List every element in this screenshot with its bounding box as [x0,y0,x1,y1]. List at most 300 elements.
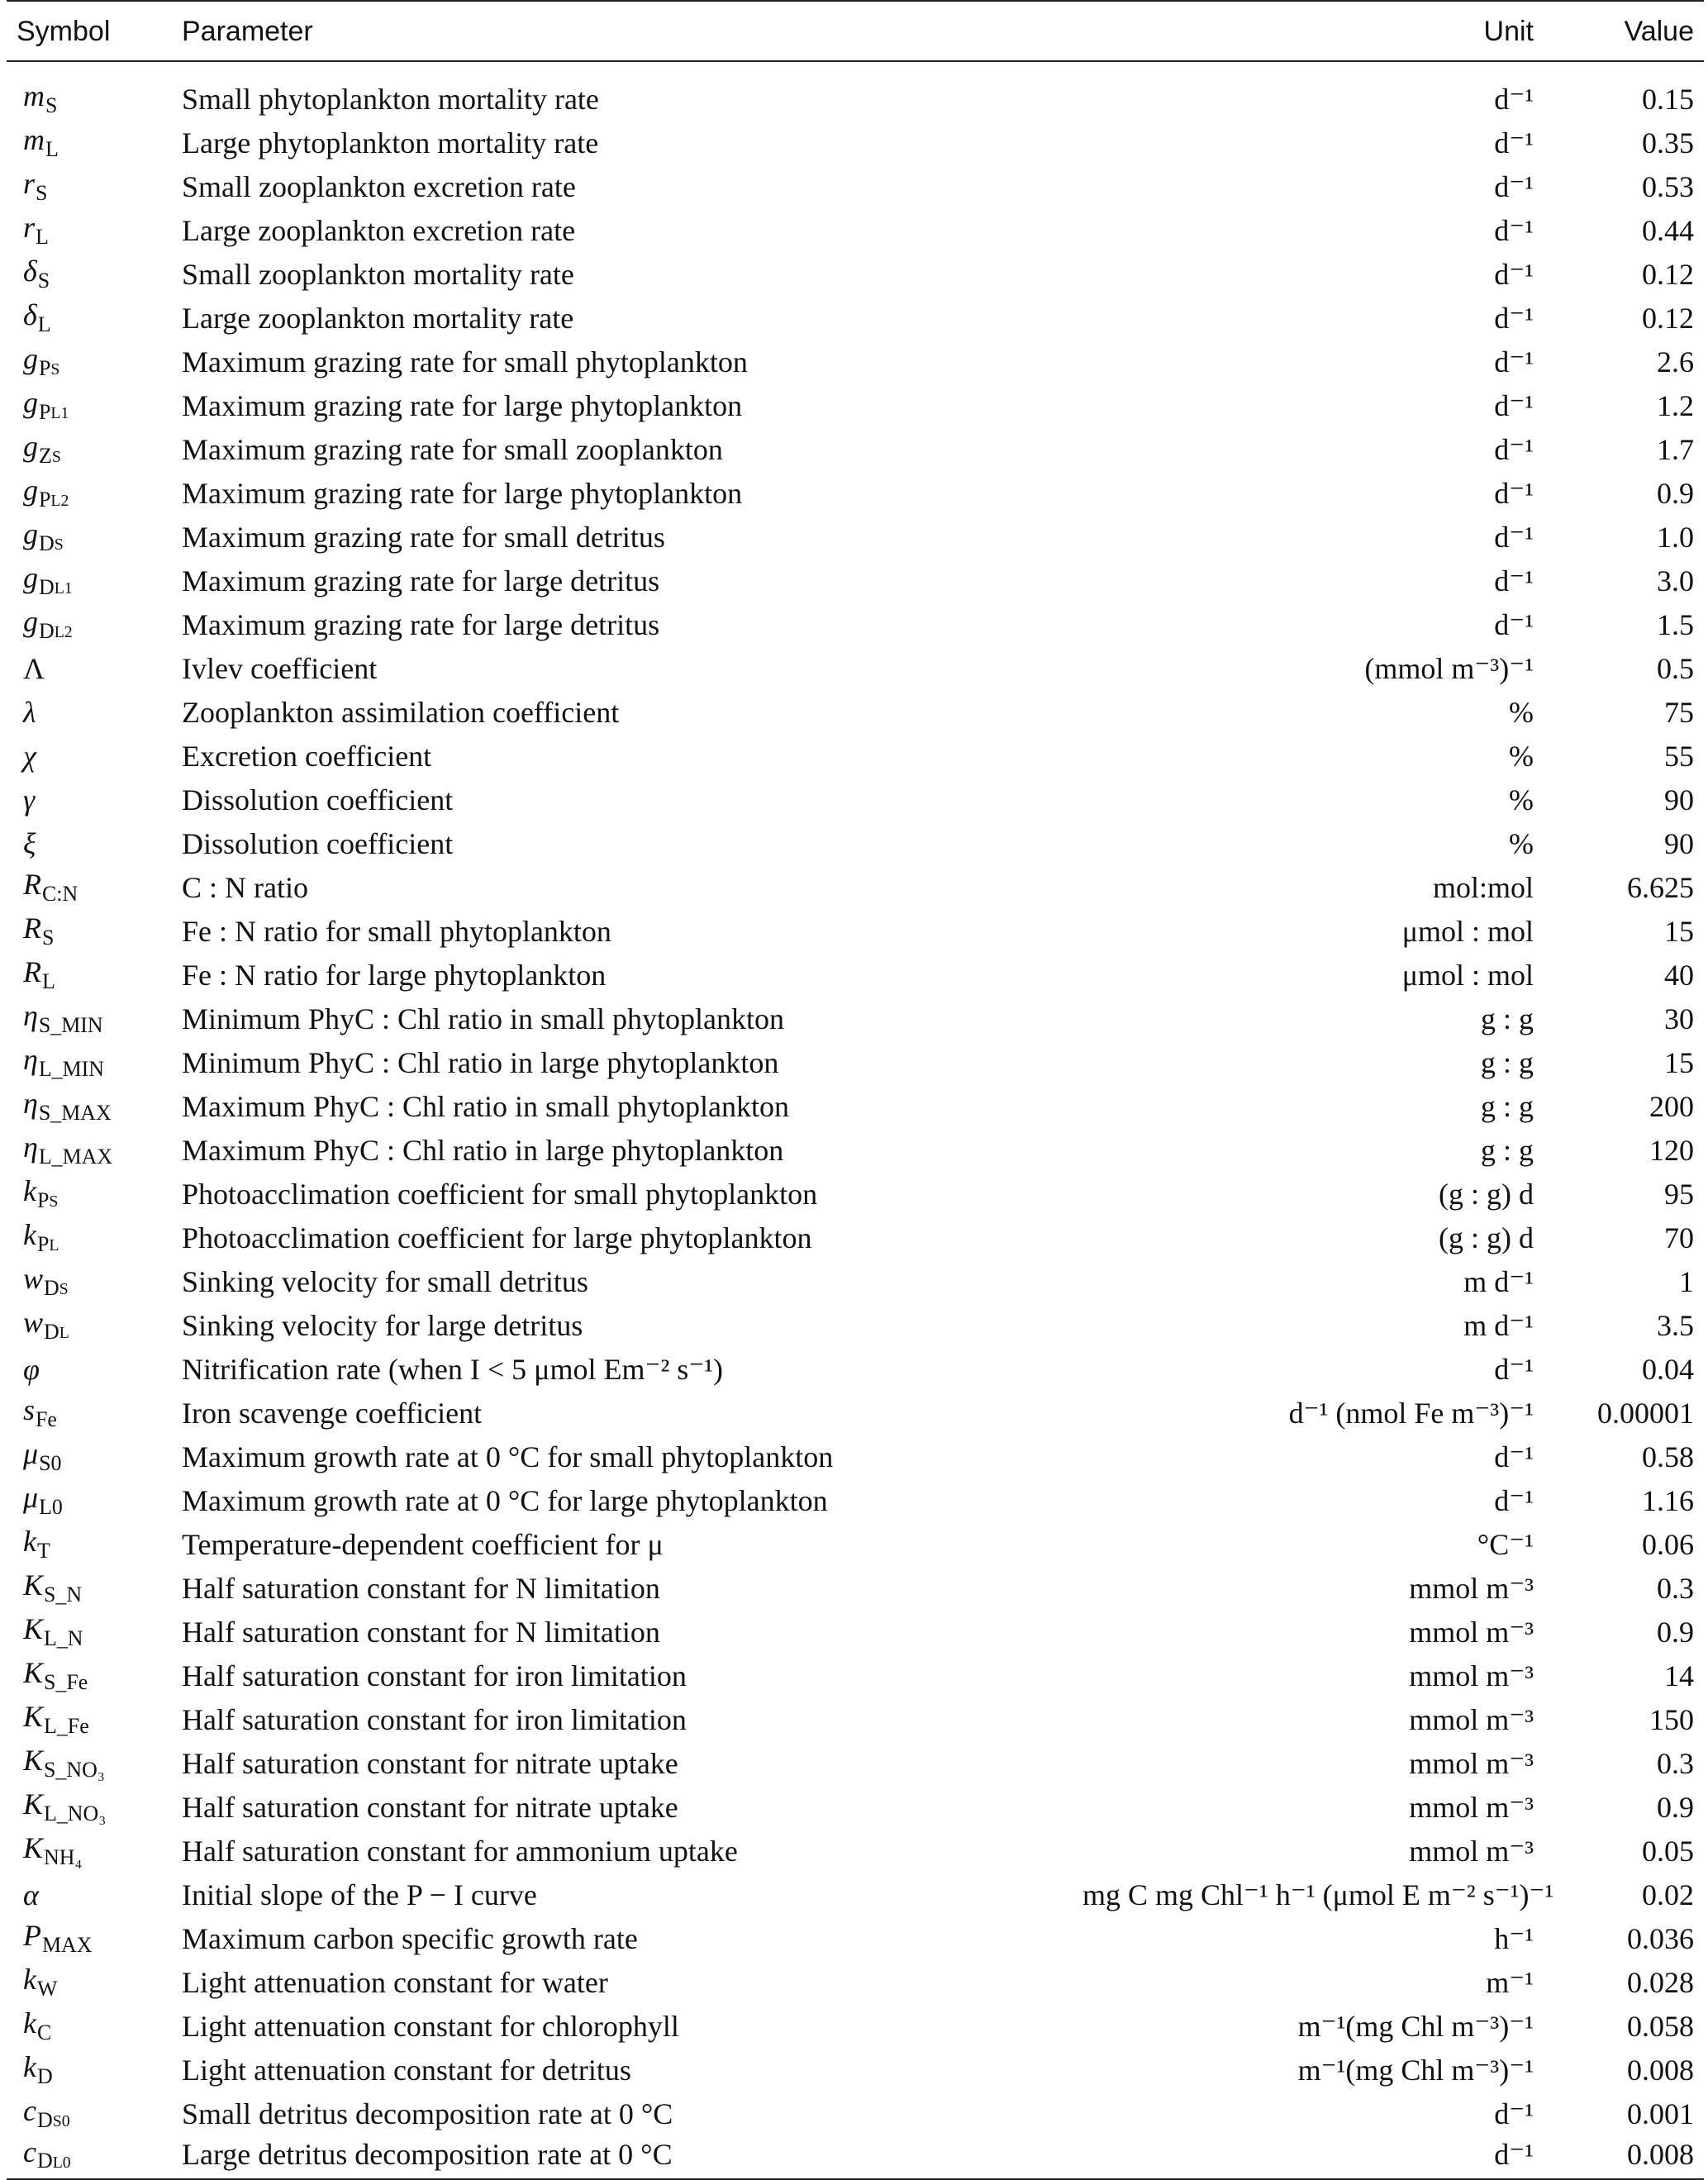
parameter-cell: Dissolution coefficient [182,826,454,860]
symbol-cell [7,2004,172,2048]
symbol-subscript: D [39,531,55,555]
unit-cell: d⁻¹ [1494,476,1534,510]
symbol-base: k [23,1218,36,1252]
value-cell: 0.5 [1657,651,1694,685]
symbol-cell [7,734,172,778]
parameter-cell: Temperature-dependent coefficient for μ [182,1527,664,1561]
symbol-subscript: P [39,399,51,424]
parameter-cell: Maximum grazing rate for large detritus [182,564,660,597]
unit-cell: μmol : mol [1401,914,1534,948]
symbol-base: K [23,1700,44,1734]
symbol-base: η [23,1087,38,1121]
symbol-base: K [23,1568,44,1602]
value-cell: 0.00001 [1597,1396,1694,1430]
symbol-base: g [23,430,38,464]
unit-cell: d⁻¹ [1494,432,1534,466]
symbol-cell [7,1654,172,1697]
symbol-base: R [23,868,41,902]
symbol-sub-subscript: S [54,535,64,555]
unit-cell: d⁻¹ [1494,257,1534,291]
symbol-cell [7,1785,172,1829]
unit-cell: d⁻¹ [1494,564,1534,597]
symbol-subscript: Z [39,443,52,468]
symbol-cell [7,2092,172,2135]
table-row [7,1960,1704,2004]
table-row [7,1478,1704,1522]
symbol-cell [7,646,172,690]
value-cell: 0.9 [1657,1790,1694,1824]
symbol-cell [7,1435,172,1478]
symbol-cell [7,909,172,953]
symbol-subscript: T [36,1538,50,1563]
symbol-cell [7,296,172,340]
symbol-cell [7,997,172,1040]
unit-cell: d⁻¹ [1494,1352,1534,1386]
value-cell: 0.44 [1642,213,1694,247]
symbol-cell [7,1566,172,1610]
symbol-cell [7,1610,172,1654]
unit-cell: g : g [1480,1089,1534,1123]
unit-cell: m⁻¹ [1486,1965,1534,1999]
parameter-cell: Half saturation constant for N limitation [182,1571,660,1605]
parameter-cell: Maximum grazing rate for small phytoplankton [182,345,748,378]
unit-cell: mmol m⁻³ [1409,1790,1534,1824]
symbol-base: g [23,517,38,551]
unit-cell: d⁻¹ [1494,1483,1534,1517]
symbol-subscript: MAX [42,1932,93,1957]
parameter-cell: Maximum PhyC : Chl ratio in small phytoplankton [182,1089,789,1123]
symbol-cell [7,1172,172,1216]
value-cell: 0.12 [1642,257,1694,291]
symbol-base: K [23,1831,44,1865]
unit-cell: m⁻¹(mg Chl m⁻³)⁻¹ [1297,2009,1534,2043]
unit-cell: d⁻¹ [1494,126,1534,159]
value-cell: 0.58 [1642,1440,1694,1473]
symbol-cell [7,515,172,559]
unit-cell: d⁻¹ [1494,345,1534,378]
value-cell: 14 [1664,1659,1694,1692]
symbol-cell [7,1128,172,1172]
symbol-base: k [23,2006,36,2040]
symbol-cell [7,427,172,471]
symbol-cell [7,1040,172,1084]
symbol-base: r [23,167,36,201]
table-row [7,646,1704,690]
unit-cell: mmol m⁻³ [1409,1571,1534,1605]
table-row [7,1216,1704,1259]
symbol-subscript: L_N [44,1625,83,1650]
parameter-cell: Maximum grazing rate for large phytoplankton [182,388,743,422]
symbol-base: m [23,123,45,157]
parameter-cell: C : N ratio [182,870,308,904]
table-row [7,953,1704,997]
symbol-cell [7,1522,172,1566]
unit-cell: mg C mg Chl⁻¹ h⁻¹ (μmol E m⁻² s⁻¹)⁻¹ [1082,1878,1554,1911]
symbol-base: μ [23,1481,39,1515]
unit-cell: % [1509,695,1534,729]
unit-cell: (g : g) d [1439,1221,1534,1254]
symbol-subscript: L_MIN [38,1056,105,1081]
parameter-cell: Half saturation constant for N limitation [182,1615,660,1649]
value-cell: 0.53 [1642,169,1694,203]
symbol-base: η [23,1043,38,1077]
symbol-subscript: W [36,1976,58,2001]
symbol-base: δ [23,298,37,332]
unit-cell: d⁻¹ [1494,213,1534,247]
symbol-cell [7,1259,172,1303]
table-row [7,1259,1704,1303]
table-row [7,1785,1704,1829]
table-row [7,252,1704,296]
value-cell: 0.35 [1642,126,1694,159]
symbol-subscript: L0 [39,1494,63,1519]
symbol-base: γ [23,783,36,816]
value-cell: 15 [1664,914,1694,948]
symbol-base: Λ [23,651,45,685]
symbol-subscript: D [36,2107,53,2132]
symbol-sub-subscript: L [59,1324,69,1343]
parameter-cell: Maximum carbon specific growth rate [182,1921,638,1955]
symbol-subscript: S0 [39,1450,62,1475]
table-row [7,1566,1704,1610]
table-row [7,61,1704,121]
table-row [7,1347,1704,1391]
table-row [7,515,1704,559]
symbol-subscript: D [44,1319,59,1344]
symbol-subscript: P [36,1231,50,1256]
unit-cell: mmol m⁻³ [1409,1615,1534,1649]
value-cell: 15 [1664,1045,1694,1079]
symbol-subscript: S [37,268,50,293]
table-row [7,1697,1704,1741]
unit-cell: % [1509,783,1534,816]
table-row [7,1522,1704,1566]
parameter-cell: Half saturation constant for iron limitation [182,1702,687,1736]
value-cell: 1.5 [1657,607,1694,641]
value-cell: 55 [1664,739,1694,773]
unit-cell: d⁻¹ [1494,2097,1534,2130]
parameter-cell: Light attenuation constant for chlorophyll [182,2009,679,2043]
unit-cell: d⁻¹ [1073,2135,1544,2179]
parameter-cell: Small detritus decomposition rate at 0 °C [182,2097,673,2130]
table-row [7,734,1704,778]
table-row [7,2048,1704,2092]
table-row [7,383,1704,427]
symbol-base: k [23,1525,36,1559]
value-cell: 150 [1649,1702,1694,1736]
table-row [7,1741,1704,1785]
symbol-subscript: L_Fe [44,1713,89,1738]
parameter-table [7,0,1704,2180]
symbol-cell [7,1391,172,1435]
parameter-cell: Maximum PhyC : Chl ratio in large phytoplankton [182,1133,784,1167]
table-row [7,340,1704,383]
symbol-sub-subscript: L1 [54,579,73,598]
header-value: Value [1544,1,1704,61]
symbol-sub-subscript: S [49,1192,59,1211]
value-cell: 0.028 [1627,1965,1694,1999]
parameter-cell: Large zooplankton excretion rate [182,213,576,247]
value-cell: 0.02 [1642,1878,1694,1911]
symbol-base: R [23,955,41,989]
symbol-subscript: D [36,2149,53,2173]
symbol-sub-subscript: L [49,1236,59,1255]
symbol-cell [7,383,172,427]
symbol-subscript: S [36,180,48,205]
symbol-subscript: D [36,2063,53,2088]
parameter-cell: Iron scavenge coefficient [182,1396,483,1430]
symbol-subscript: P [39,487,51,512]
symbol-cell [7,1216,172,1259]
value-cell: 30 [1664,1002,1694,1035]
unit-cell: d⁻¹ [1494,388,1534,422]
symbol-base: k [23,1174,36,1208]
symbol-subscript: L [37,312,51,336]
table-row [7,1916,1704,1960]
symbol-subscript: P [36,1188,50,1212]
symbol-base: g [23,605,38,639]
parameter-cell: Minimum PhyC : Chl ratio in small phytoplankton [182,1002,785,1035]
parameter-cell: Half saturation constant for nitrate uptake [182,1790,678,1824]
unit-cell: % [1509,826,1534,860]
symbol-sub-subscript: L2 [50,492,69,511]
symbol-cell [7,471,172,515]
table-row [7,690,1704,734]
symbol-base: g [23,474,38,507]
symbol-cell [7,164,172,208]
parameter-cell: Sinking velocity for small detritus [182,1264,588,1298]
symbol-subscript: L [45,136,59,161]
unit-cell: mol:mol [1432,870,1534,904]
value-cell: 0.9 [1657,476,1694,510]
unit-cell: mmol m⁻³ [1409,1702,1534,1736]
table-row [7,821,1704,865]
symbol-base: g [23,386,38,420]
parameter-cell: Ivlev coefficient [182,651,378,685]
symbol-base: P [23,1919,41,1953]
symbol-cell [7,1829,172,1873]
symbol-sub-subscript: S [59,1280,69,1299]
table-row [7,2004,1704,2048]
parameter-cell: Large phytoplankton mortality rate [182,126,599,159]
table-row [7,1610,1704,1654]
value-cell: 0.058 [1627,2009,1694,2043]
symbol-base: c [23,2094,36,2128]
value-cell: 0.05 [1642,1834,1694,1868]
unit-cell: % [1509,739,1534,773]
symbol-cell [7,1084,172,1128]
symbol-base: c [23,2135,36,2168]
table-row [7,1303,1704,1347]
symbol-subscript: P [39,355,51,380]
value-cell: 1.2 [1657,388,1694,422]
symbol-base: χ [23,739,36,773]
unit-cell: m d⁻¹ [1463,1308,1534,1342]
symbol-sub-subscript: S [51,448,61,467]
table-row [7,296,1704,340]
value-cell: 0.12 [1642,301,1694,335]
parameter-cell: Excretion coefficient [182,739,432,773]
table-row [7,1040,1704,1084]
symbol-sub-subscript: L0 [52,2153,71,2172]
symbol-base: k [23,1963,36,1997]
value-cell: 95 [1664,1177,1694,1211]
table-row [7,208,1704,252]
symbol-cell [7,2135,172,2179]
symbol-cell [7,690,172,734]
parameter-cell: Large zooplankton mortality rate [182,301,574,335]
symbol-cell [7,2048,172,2092]
header-symbol: Symbol [7,1,172,61]
symbol-cell [7,559,172,602]
parameter-cell: Small phytoplankton mortality rate [182,82,599,116]
parameter-cell: Large detritus decomposition rate at 0 °C [172,2135,1073,2179]
header-parameter: Parameter [172,1,1073,61]
symbol-subscript: S_Fe [44,1669,88,1694]
value-cell: 0.06 [1642,1527,1694,1561]
unit-cell: mmol m⁻³ [1409,1746,1534,1780]
table-row [7,997,1704,1040]
parameter-cell: Sinking velocity for large detritus [182,1308,583,1342]
parameter-cell: Initial slope of the P − I curve [182,1878,537,1911]
value-cell: 0.001 [1627,2097,1694,2130]
value-cell: 40 [1664,958,1694,992]
symbol-cell [7,1873,172,1916]
table-row [7,2135,1704,2179]
parameter-cell: Light attenuation constant for detritus [182,2053,631,2087]
symbol-subscript: S_N [44,1582,83,1606]
value-cell: 0.3 [1657,1571,1694,1605]
symbol-subscript: C:N [42,881,79,906]
parameter-cell: Maximum growth rate at 0 °C for small phytoplankton [182,1440,834,1473]
unit-cell: g : g [1480,1045,1534,1079]
unit-cell: d⁻¹ [1494,520,1534,554]
table-body [7,61,1704,2179]
symbol-base: η [23,999,38,1033]
symbol-base: K [23,1787,44,1821]
parameter-cell: Nitrification rate (when I < 5 μmol Em⁻² s⁻¹) [182,1352,724,1386]
symbol-base: k [23,2050,36,2084]
parameter-cell: Light attenuation constant for water [182,1965,608,1999]
value-cell: 6.625 [1627,870,1694,904]
symbol-sub-subscript: L1 [50,404,69,423]
table-row [7,121,1704,164]
symbol-base: K [23,1656,44,1690]
parameter-cell: Half saturation constant for nitrate uptake [182,1746,678,1780]
parameter-cell: Fe : N ratio for small phytoplankton [182,914,611,948]
parameter-cell: Half saturation constant for iron limitation [182,1659,687,1692]
symbol-cell [7,778,172,821]
value-cell: 1 [1679,1264,1694,1298]
unit-cell: mmol m⁻³ [1409,1834,1534,1868]
symbol-subscript: L_MAX [38,1144,113,1169]
symbol-subscript: L_NO₃ [44,1801,107,1825]
unit-cell: m d⁻¹ [1463,1264,1534,1298]
symbol-base: δ [23,255,37,288]
unit-cell: μmol : mol [1401,958,1534,992]
parameter-cell: Maximum grazing rate for large detritus [182,607,660,641]
table-row [7,1829,1704,1873]
symbol-base: K [23,1744,44,1778]
symbol-subscript: S_MIN [38,1012,103,1037]
symbol-subscript: D [39,574,55,599]
table-row [7,164,1704,208]
unit-cell: d⁻¹ [1494,82,1534,116]
table-row [7,1084,1704,1128]
table-header [7,1,1704,61]
table-row [7,1435,1704,1478]
symbol-base: φ [23,1352,40,1386]
symbol-subscript: S_MAX [38,1100,112,1125]
parameter-cell: Small zooplankton excretion rate [182,169,576,203]
symbol-base: g [23,342,38,376]
value-cell: 0.036 [1627,1921,1694,1955]
symbol-cell [7,865,172,909]
symbol-cell [7,61,172,121]
table-row [7,865,1704,909]
value-cell: 0.04 [1642,1352,1694,1386]
parameter-cell: Photoacclimation coefficient for small phytoplankton [182,1177,818,1211]
header-row [7,1,1704,61]
symbol-subscript: NH₄ [44,1844,83,1869]
symbol-cell [7,208,172,252]
value-cell: 1.0 [1657,520,1694,554]
symbol-base: m [23,79,45,113]
unit-cell: (g : g) d [1439,1177,1534,1211]
symbol-base: w [23,1306,44,1340]
symbol-base: α [23,1878,39,1911]
symbol-base: g [23,561,38,595]
table-row [7,1391,1704,1435]
symbol-cell [7,121,172,164]
symbol-base: R [23,912,41,945]
parameter-cell: Maximum grazing rate for large phytoplankton [182,476,743,510]
value-cell: 0.008 [1544,2135,1704,2179]
symbol-base: r [23,211,36,245]
parameter-cell: Minimum PhyC : Chl ratio in large phytoplankton [182,1045,779,1079]
unit-cell: h⁻¹ [1494,1921,1534,1955]
symbol-subscript: L [42,969,55,993]
table-row [7,1873,1704,1916]
table-row [7,778,1704,821]
value-cell: 90 [1664,826,1694,860]
parameter-cell: Small zooplankton mortality rate [182,257,574,291]
symbol-subscript: S [42,925,55,950]
unit-cell: d⁻¹ [1494,607,1534,641]
table-row [7,602,1704,646]
unit-cell: m⁻¹(mg Chl m⁻³)⁻¹ [1297,2053,1534,2087]
symbol-cell [7,1303,172,1347]
symbol-sub-subscript: L2 [54,623,73,642]
symbol-base: ξ [23,826,36,860]
parameter-cell: Half saturation constant for ammonium uptake [182,1834,738,1868]
parameter-cell: Fe : N ratio for large phytoplankton [182,958,607,992]
symbol-cell [7,953,172,997]
symbol-base: μ [23,1437,39,1471]
unit-cell: mmol m⁻³ [1409,1659,1534,1692]
unit-cell: g : g [1480,1002,1534,1035]
table-row [7,1172,1704,1216]
table-row [7,909,1704,953]
value-cell: 0.3 [1657,1746,1694,1780]
unit-cell: d⁻¹ [1494,301,1534,335]
symbol-cell [7,1697,172,1741]
unit-cell: d⁻¹ (nmol Fe m⁻³)⁻¹ [1288,1396,1534,1430]
table-row [7,471,1704,515]
value-cell: 0.9 [1657,1615,1694,1649]
symbol-subscript: D [39,618,55,643]
value-cell: 120 [1649,1133,1694,1167]
